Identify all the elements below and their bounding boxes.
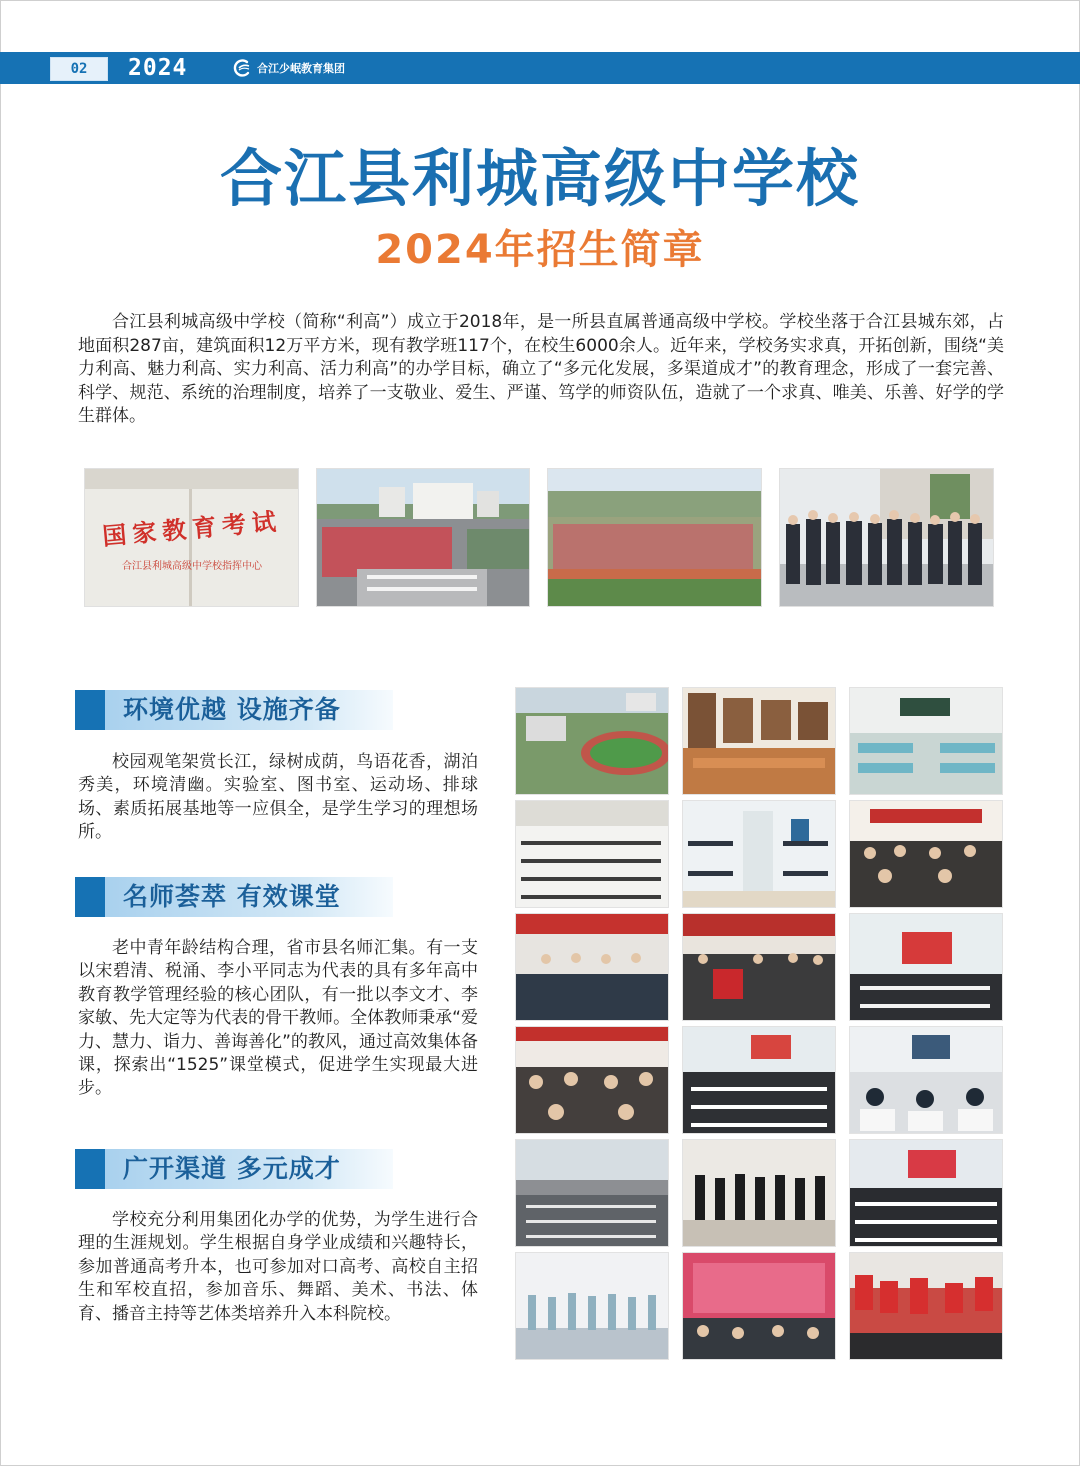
- section-header-pathways: [75, 1149, 393, 1189]
- header-bar: [0, 52, 1080, 84]
- exam-sign-photo: [84, 468, 299, 607]
- section-body-environment: 校园观笔架赏长江，绿树成荫，鸟语花香，湖泊秀美，环境清幽。实验室、图书室、运动场、排球场、素质拓展基地等一应俱全，是学生学习的理想场所。: [78, 752, 478, 843]
- section-heading: 环境优越 设施齐备: [123, 695, 341, 724]
- cafeteria-photo: [515, 800, 669, 908]
- assembly-photo: [682, 1026, 836, 1134]
- military-training-photo: [849, 1252, 1003, 1360]
- laboratory-photo: [849, 687, 1003, 795]
- auditorium-photo: [849, 1139, 1003, 1247]
- library-photo: [682, 687, 836, 795]
- dormitory-photo: [682, 800, 836, 908]
- exam-sign-title: 国家教育考试: [101, 507, 284, 551]
- teacher-training-photo: [515, 1026, 669, 1134]
- ceremony-photo: [682, 1252, 836, 1360]
- page-number: 02: [50, 57, 108, 81]
- section-heading: 名师荟萃 有效课堂: [123, 882, 341, 911]
- section-body-pathways: 学校充分利用集团化办学的优势，为学生进行合理的生涯规划。学生根据自身学业成绩和兴趣特长，参加普通高考升本，也可参加对口高考、高校自主招生和军校直招，参加音乐、舞蹈、美术、书法、体育、播音主持等艺体类培养升入本科院校。: [78, 1210, 478, 1324]
- ballet-class-photo: [515, 1252, 669, 1360]
- exam-sign-subtitle: 合江县利城高级中学校指挥中心: [122, 561, 262, 572]
- page-subtitle: 2024年招生简章: [375, 227, 705, 273]
- lecture-hall-photo: [849, 913, 1003, 1021]
- year-label: 2024: [128, 55, 188, 81]
- meeting-photo: [515, 913, 669, 1021]
- outdoor-event-photo: [515, 1139, 669, 1247]
- section-heading: 广开渠道 多元成才: [123, 1154, 341, 1183]
- dance-performance-photo: [682, 1139, 836, 1247]
- brand-logo-icon: [232, 58, 252, 78]
- section-header-environment: [75, 690, 393, 730]
- brand-name: 合江少岷教育集团: [257, 62, 345, 75]
- classroom-photo: [849, 800, 1003, 908]
- campus-assembly-photo: [316, 468, 530, 607]
- inspection-visit-photo: [779, 468, 994, 607]
- brand: [232, 58, 345, 78]
- field-assembly-photo: [547, 468, 762, 607]
- art-class-photo: [849, 1026, 1003, 1134]
- section-header-teachers: [75, 877, 393, 917]
- intro-paragraph: 合江县利城高级中学校（简称“利高”）成立于2018年，是一所县直属普通高级中学校。学校坐落于合江县城东郊，占地面积287亩，建筑面积12万平方米，现有教学班117个，在校生6000余人。近年来，学校务实求真，开拓创新，围绕“美力利高、魅力利高、实力利高、活力利高”的办学目标，确立了“多元化发展，多渠道成才”的教育理念，形成了一套完善、科学、规范、系统的治理制度，培养了一支敬业、爱生、严谨、笃学的师资队伍，造就了一个求真、唯美、乐善、好学的学生群体。: [78, 312, 1004, 426]
- page-title: 合江县利城高级中学校: [219, 142, 860, 215]
- aerial-campus-photo: [515, 687, 669, 795]
- section-body-teachers: 老中青年龄结构合理，省市县名师汇集。有一支以宋碧清、税涌、李小平同志为代表的具有多年高中教育教学管理经验的核心团队，有一批以李文才、李家敏、先大定等为代表的骨干教师。全体教师秉承“爱力、慧力、诣力、善诲善化”的教风，通过高效集体备课，探索出“1525”课堂模式，促进学生实现最大进步。: [78, 938, 478, 1099]
- conference-photo: [682, 913, 836, 1021]
